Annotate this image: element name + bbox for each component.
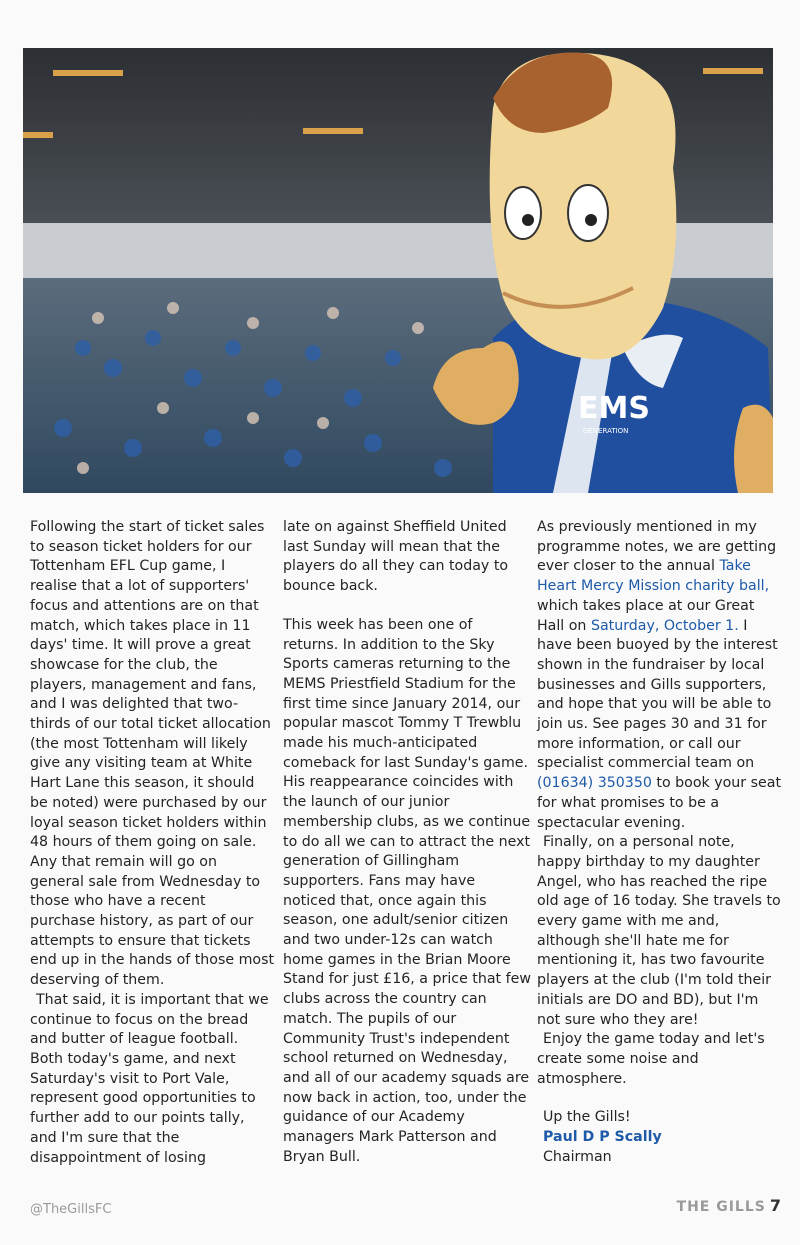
kit-sponsor-text: EMS [578, 391, 650, 426]
event-date: Saturday, October 1. [590, 617, 739, 634]
signature-name: Paul D P Scally [543, 1129, 662, 1146]
article-column-2 [283, 518, 531, 1168]
magazine-name: THE GILLS [676, 1199, 766, 1215]
column2-paragraph-1: late on against Sheffield United last Sunday will mean that the players do all they can today to bounce back. [283, 519, 509, 595]
column3-paragraph-1: As previously mentioned in my programme notes, we are getting ever closer to the annual Take Heart Mercy Mission charity ball, which takes place at our Great Hall on Saturday, October 1. I have been buoyed by the interest shown in the fundraiser by local businesses and Gills supporters, and hope that you will be able to join us. See pages 30 and 31 for more information, or call our specialist commercial team on (01634) 350350 to book your seat for what promises to be a spectacular evening. [537, 519, 782, 831]
column1-paragraph-2: That said, it is important that we continue to focus on the bread and butter of league football. Both today's game, and next Saturday's visit to Port Vale, represent good opportunities to further add to our points tally, and I'm sure that the disappointment of losing [30, 991, 269, 1166]
column2-paragraph-2: This week has been one of returns. In addition to the Sky Sports cameras returning to the MEMS Priestfield Stadium for the first time since January 2014, our popular mascot Tommy T Trewblu made his much-anticipated comeback for last Sunday's game. His reappearance coincides with the launch of our junior membership clubs, as we continue to do all we can to attract the next generation of Gillingham supporters. Fans may have noticed that, once again this season, one adult/senior citizen and two under-12s can watch home games in the Brian Moore Stand for just £16, a price that few clubs across the country can match. The pupils of our Community Trust's independent school returned on Wednesday, and all of our academy squads are now back in action, too, under the guidance of our Academy managers Mark Patterson and Bryan Bull. [283, 616, 531, 1165]
column3-paragraph-2: Finally, on a personal note, happy birthday to my daughter Angel, who has reached the ripe old age of 16 today. She travels to every game with me and, although she'll hate me for mentioning it, has two favourite players at the club (I'm told their initials are DO and BD), but I'm not sure who they are! [537, 834, 781, 1028]
article-column-3 [537, 518, 783, 1168]
page-number: 7 [769, 1196, 782, 1215]
column3-paragraph-3: Enjoy the game today and let's create some noise and atmosphere. [537, 1031, 765, 1087]
mascot-photo-art [23, 48, 773, 493]
sign-off: Up the Gills! [543, 1109, 631, 1126]
twitter-handle: @TheGillsFC [30, 1202, 112, 1217]
page-footer [677, 1196, 782, 1215]
column1-paragraph-1: Following the start of ticket sales to season ticket holders for our Tottenham EFL Cup game, I realise that a lot of supporters' focus and attentions are on that match, which takes place in 11 days' time. It will prove a great showcase for the club, the players, management and fans, and I was delighted that two-thirds of our total ticket allocation (the most Tottenham will likely give any visiting team at White Hart Lane this season, it should be noted) were purchased by our loyal season ticket holders within 48 hours of them going on sale. Any that remain will go on general sale from Wednesday to those who have a recent purchase history, as part of our attempts to ensure that tickets end up in the hands of those most deserving of them. [30, 519, 275, 989]
signature-title: Chairman [543, 1148, 612, 1165]
article-column-1 [30, 518, 275, 1168]
mascot-photo [23, 48, 773, 493]
kit-sponsor-subtext: GENERATION [583, 427, 629, 435]
charity-ball-link: Take Heart Mercy Mission charity ball, [537, 558, 770, 595]
phone-number: (01634) 350350 [537, 775, 652, 792]
